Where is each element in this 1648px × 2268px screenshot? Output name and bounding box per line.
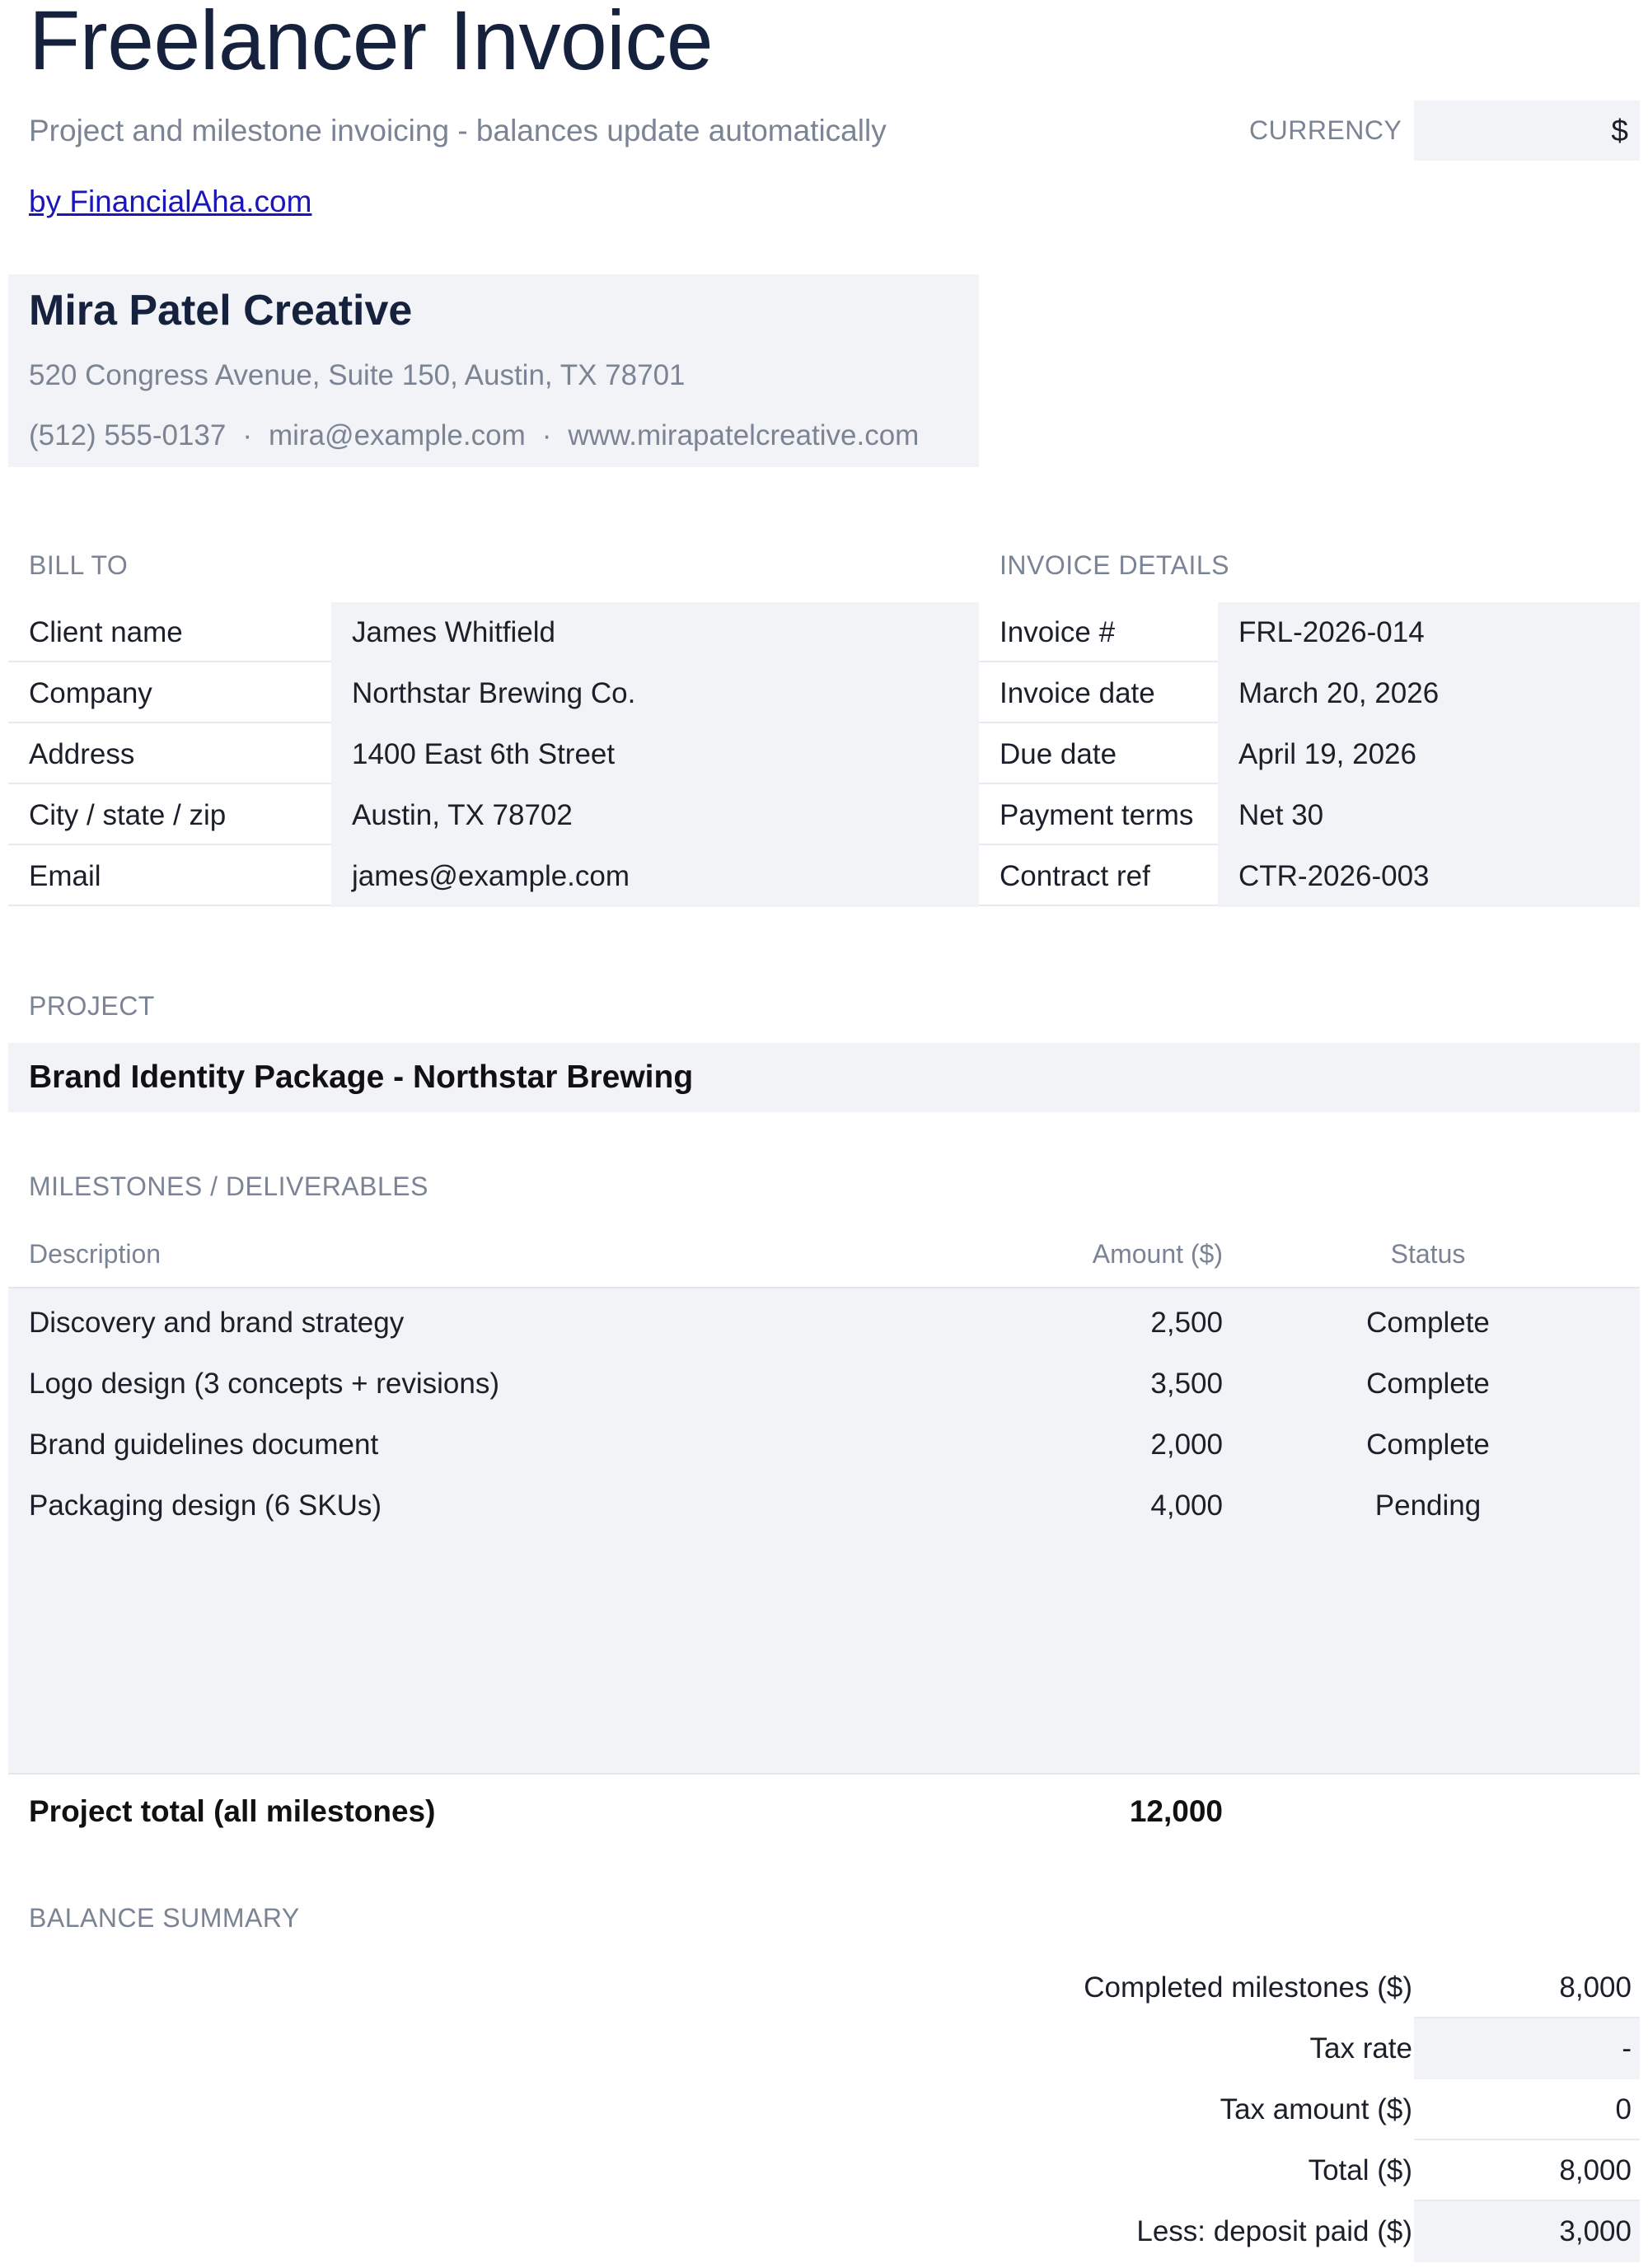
separator-dot: · (242, 419, 252, 451)
client-email-field[interactable]: james@example.com (331, 846, 979, 907)
invoice-key: Invoice date (979, 663, 1218, 723)
currency-field[interactable]: $ (1414, 101, 1640, 161)
bill-to-key: Email (8, 846, 331, 906)
bill-to-row-client-name (8, 602, 979, 663)
project-total-row (8, 1781, 1640, 1842)
bill-to-label: BILL TO (29, 550, 129, 580)
deposit-paid-field[interactable]: 3,000 (1414, 2201, 1640, 2262)
invoice-row-due-date (979, 724, 1640, 785)
business-website[interactable]: www.mirapatelcreative.com (568, 419, 920, 451)
payment-terms-field[interactable]: Net 30 (1218, 785, 1640, 846)
summary-row-deposit (824, 2201, 1640, 2262)
address-field[interactable]: 1400 East 6th Street (331, 724, 979, 785)
milestones-header (8, 1236, 1640, 1288)
invoice-number-field[interactable]: FRL-2026-014 (1218, 602, 1640, 663)
milestones-label: MILESTONES / DELIVERABLES (29, 1171, 428, 1201)
business-email[interactable]: mira@example.com (269, 419, 526, 451)
city-state-zip-field[interactable]: Austin, TX 78702 (331, 785, 979, 846)
summary-row-tax-rate (824, 2018, 1640, 2079)
project-label: PROJECT (29, 991, 155, 1021)
tax-rate-field[interactable]: - (1414, 2018, 1640, 2079)
milestone-status[interactable]: Complete (1366, 1307, 1490, 1339)
milestone-amount[interactable]: 2,000 (1150, 1429, 1223, 1461)
tax-amount-value: 0 (1414, 2079, 1640, 2140)
invoice-row-terms (979, 785, 1640, 846)
column-header-status: Status (1390, 1239, 1466, 1269)
milestone-description[interactable]: Brand guidelines document (29, 1429, 379, 1461)
table-row (8, 1415, 1640, 1475)
bill-to-row-address (8, 724, 979, 785)
invoice-row-contract (979, 846, 1640, 907)
business-phone[interactable]: (512) 555-0137 (29, 419, 227, 451)
summary-row-completed (824, 1957, 1640, 2018)
table-row (8, 1293, 1640, 1354)
summary-row-total (824, 2140, 1640, 2201)
milestone-description[interactable]: Discovery and brand strategy (29, 1307, 405, 1339)
milestone-description[interactable]: Packaging design (6 SKUs) (29, 1489, 382, 1522)
invoice-row-number (979, 602, 1640, 663)
invoice-key: Due date (979, 724, 1218, 784)
invoice-date-field[interactable]: March 20, 2026 (1218, 663, 1640, 724)
milestone-amount[interactable]: 3,500 (1150, 1368, 1223, 1400)
page-subtitle: Project and milestone invoicing - balances update automatically (29, 114, 887, 147)
invoice-key: Invoice # (979, 602, 1218, 662)
business-contact (29, 419, 919, 452)
column-header-description: Description (29, 1239, 162, 1269)
column-header-amount: Amount ($) (1092, 1239, 1223, 1269)
milestone-amount[interactable]: 4,000 (1150, 1489, 1223, 1522)
due-date-field[interactable]: April 19, 2026 (1218, 724, 1640, 785)
invoice-details-label: INVOICE DETAILS (1000, 550, 1229, 580)
invoice-key: Payment terms (979, 785, 1218, 845)
milestone-status[interactable]: Complete (1366, 1368, 1490, 1400)
table-row (8, 1475, 1640, 1536)
summary-key: Less: deposit paid ($) (1136, 2215, 1412, 2247)
summary-key: Tax amount ($) (1220, 2093, 1412, 2125)
milestones-table (8, 1288, 1640, 1775)
summary-key: Total ($) (1308, 2154, 1412, 2186)
currency-label: CURRENCY (1249, 115, 1402, 145)
milestone-status[interactable]: Pending (1374, 1489, 1482, 1522)
invoice-row-date (979, 663, 1640, 724)
table-row (8, 1354, 1640, 1415)
client-name-field[interactable]: James Whitfield (331, 602, 979, 663)
completed-milestones-value: 8,000 (1414, 1957, 1640, 2018)
summary-row-tax-amount (824, 2079, 1640, 2140)
bill-to-key: Company (8, 663, 331, 723)
milestone-status[interactable]: Complete (1366, 1429, 1490, 1461)
business-name[interactable]: Mira Patel Creative (29, 287, 413, 334)
balance-summary-label: BALANCE SUMMARY (29, 1903, 300, 1933)
contract-ref-field[interactable]: CTR-2026-003 (1218, 846, 1640, 907)
summary-key: Tax rate (1309, 2032, 1412, 2065)
project-name-field[interactable]: Brand Identity Package - Northstar Brewing (8, 1043, 1640, 1112)
bill-to-row-city (8, 785, 979, 846)
invoice-key: Contract ref (979, 846, 1218, 906)
bill-to-row-email (8, 846, 979, 907)
project-total-value: 12,000 (1129, 1794, 1223, 1828)
bill-to-key: Address (8, 724, 331, 784)
project-total-label: Project total (all milestones) (29, 1794, 436, 1828)
page-title: Freelancer Invoice (29, 0, 714, 87)
business-address[interactable]: 520 Congress Avenue, Suite 150, Austin, TX 78701 (29, 359, 686, 391)
bill-to-key: Client name (8, 602, 331, 662)
company-field[interactable]: Northstar Brewing Co. (331, 663, 979, 724)
milestone-amount[interactable]: 2,500 (1150, 1307, 1223, 1339)
bill-to-row-company (8, 663, 979, 724)
total-value: 8,000 (1414, 2140, 1640, 2201)
summary-key: Completed milestones ($) (1084, 1971, 1412, 2004)
milestone-description[interactable]: Logo design (3 concepts + revisions) (29, 1368, 500, 1400)
business-info-block (8, 274, 979, 467)
financialaha-link[interactable]: by FinancialAha.com (29, 185, 312, 218)
separator-dot: · (541, 419, 552, 451)
bill-to-key: City / state / zip (8, 785, 331, 845)
